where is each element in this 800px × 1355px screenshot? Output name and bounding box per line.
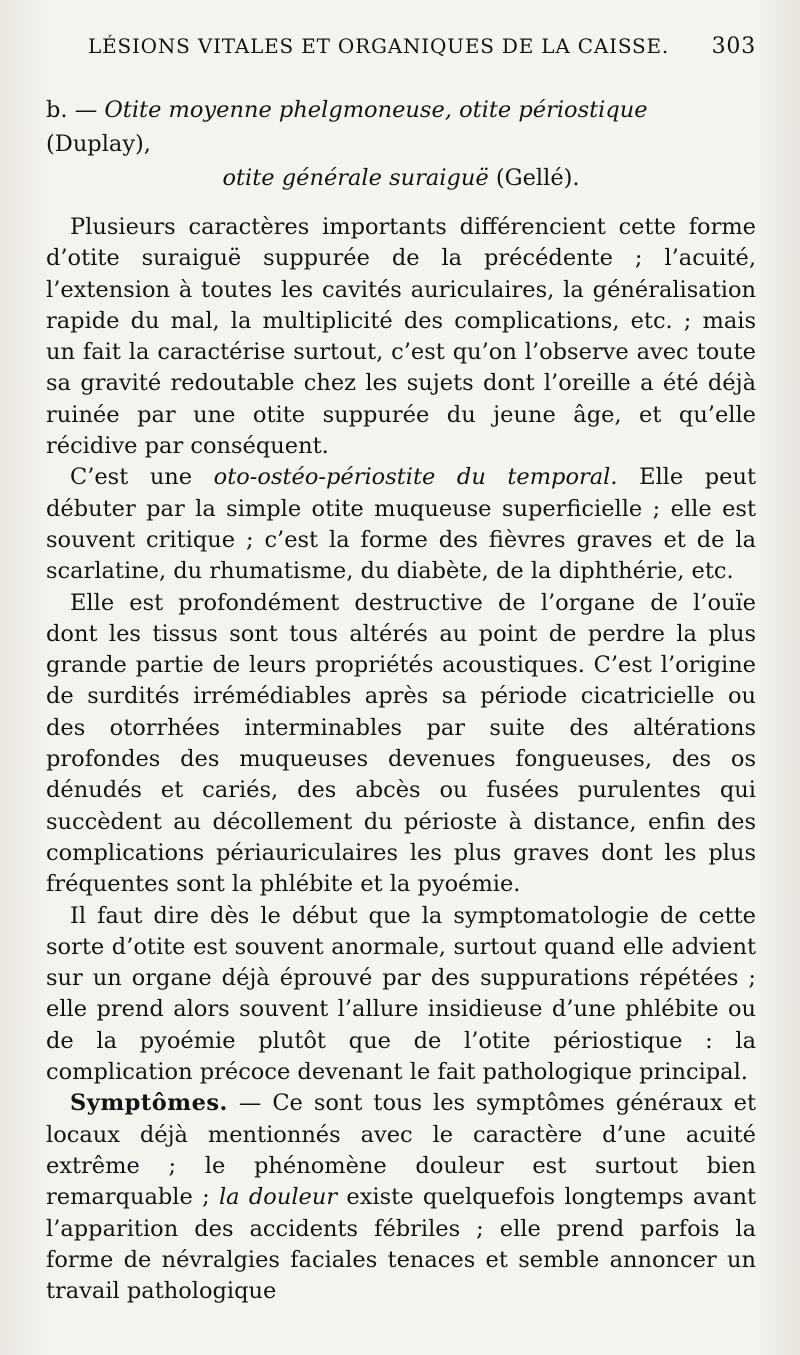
heading-attribution-1: (Duplay), (46, 131, 151, 157)
symptoms-label: Symptômes. (70, 1090, 228, 1117)
heading-line-1 (46, 97, 648, 157)
heading-title-italic-1: Otite moyenne phelgmoneuse, otite périostique (104, 97, 648, 123)
heading-prefix: b. — (46, 97, 105, 123)
heading-title-italic-2: otite générale suraiguë (222, 165, 489, 191)
paragraph-2-text-b: Elle peut débuter par la simple otite muqueuse superficielle ; elle est souvent critique ; c’est la forme des fièvres graves et de la scarlatine, du rhumatisme, du diabète, de la diphthérie, etc. (46, 464, 756, 585)
subsection-heading (46, 93, 756, 195)
paragraph-2 (46, 462, 756, 587)
paragraph-1: Plusieurs caractères importants différencient cette forme d’otite suraiguë suppurée de la précédente ; l’acuité, l’extension à toutes les cavités auriculaires, la généralisation rapide du mal, la multiplicité des complications, etc. ; mais un fait la caractérise surtout, c’est qu’on l’observe avec toute sa gravité redoutable chez les sujets dont l’oreille a été déjà ruinée par une otite suppurée du jeune âge, et qu’elle récidive par conséquent. (46, 214, 756, 460)
running-head (46, 34, 756, 59)
paragraph-5-text-b: existe quelquefois longtemps avant l’apparition des accidents fébriles ; elle prend parfois la forme de névralgies faciales tenaces et semble annoncer un travail pathologique (46, 1184, 757, 1305)
paragraph-2-text-a: C’est une (70, 464, 214, 491)
running-title: LÉSIONS VITALES ET ORGANIQUES DE LA CAISSE. (88, 34, 670, 58)
page-number: 303 (711, 34, 756, 59)
heading-attribution-2: (Gellé). (488, 165, 580, 191)
paragraph-4: Il faut dire dès le début que la symptomatologie de cette sorte d’otite est souvent anormale, surtout quand elle advient sur un organe déjà éprouvé par des suppurations répétées ; elle prend alors souvent l’allure insidieuse d’une phlébite ou de la pyoémie plutôt que de l’otite périostique : la complication précoce devenant le fait pathologique principal. (46, 902, 756, 1086)
paragraph-5-italic: la douleur (218, 1184, 338, 1211)
paragraph-3: Elle est profondément destructive de l’organe de l’ouïe dont les tissus sont tous altérés au point de perdre la plus grande partie de leurs propriétés acoustiques. C’est l’origine de surdités irrémédiables après sa période cicatricielle ou des otorrhées interminables par suite des altérations profondes des muqueuses devenues fongueuses, des os dénudés et cariés, des abcès ou fusées purulentes qui succèdent au décollement du périoste à distance, enfin des complications périauriculaires les plus graves dont les plus fréquentes sont la phlébite et la pyoémie. (46, 589, 756, 898)
paragraph-2-italic: oto-ostéo-périostite du temporal. (213, 464, 618, 491)
paragraph-5 (46, 1088, 756, 1307)
paragraph-5-text-a: — Ce sont tous les symptômes généraux et locaux déjà mentionnés avec le caractère d’une acuité extrême ; le phénomène douleur est surtout bien remarquable ; (46, 1090, 756, 1211)
heading-line-2 (46, 161, 756, 195)
